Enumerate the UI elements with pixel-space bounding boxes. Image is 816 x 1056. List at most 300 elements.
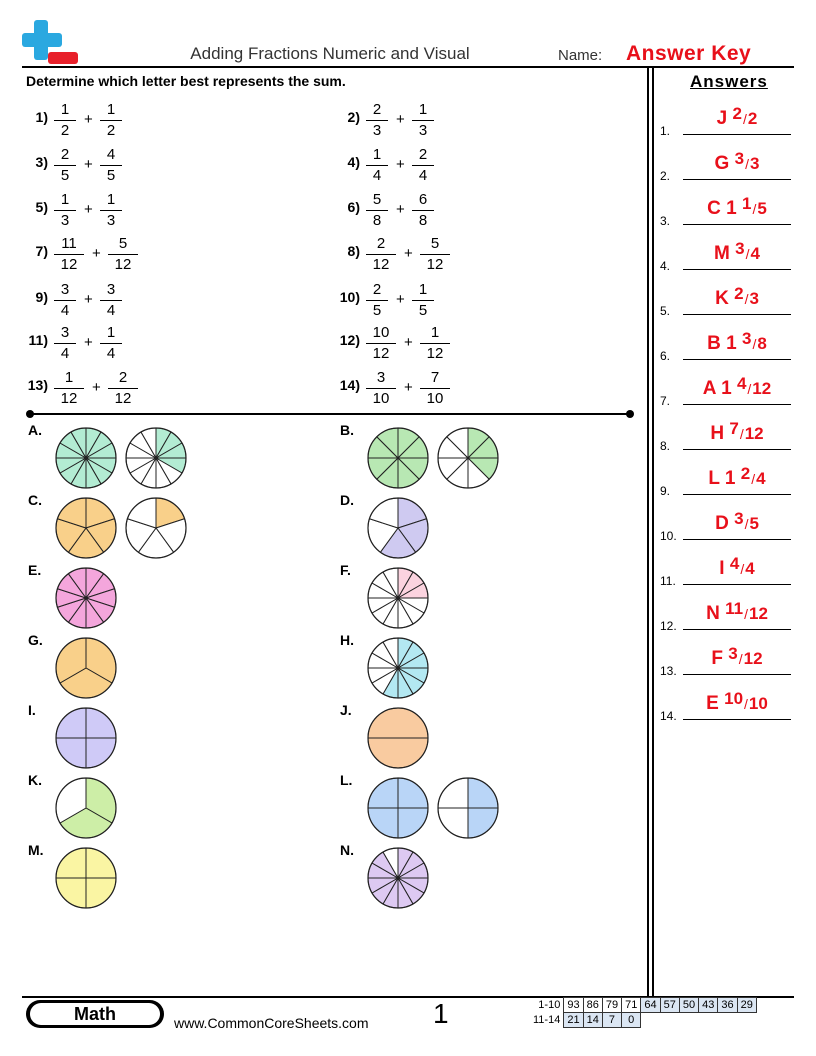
answer-number: 8. [660,439,671,453]
numerator: 2 [372,281,382,298]
answer-row [660,104,792,144]
problem-item [330,146,480,192]
answer-line [683,179,791,180]
fraction-circle [366,566,430,630]
answer-letter: D [715,513,729,534]
page-title: Adding Fractions Numeric and Visual [190,44,470,63]
option-label: B. [340,422,354,438]
answer-whole: 1 [721,378,732,399]
answer-letter: N [706,603,720,624]
answer-line [683,134,791,135]
fraction-slash: / [744,606,748,622]
answer-row [660,599,792,639]
numerator: 6 [418,191,428,208]
fraction [100,101,122,140]
score-row-label: 11-14 [533,1014,561,1026]
numerator: 2 [376,235,386,252]
fraction-slash: / [745,156,749,172]
numerator: 1 [106,101,116,118]
numerator: 1 [106,324,116,341]
denominator: 5 [372,302,382,319]
answer-line [683,224,791,225]
answer-number: 10. [660,529,677,543]
answer-number: 12. [660,619,677,633]
fraction-circle [366,846,430,910]
answer-number: 3. [660,214,671,228]
column-divider [647,66,649,996]
fraction-bar [100,120,122,121]
answer-value [683,239,791,265]
fraction [412,191,434,230]
fraction-bar [366,165,388,166]
answer-denominator: 5 [757,199,767,218]
fraction [54,369,84,408]
answer-line [683,539,791,540]
score-cell: 29 [737,998,756,1013]
score-cell: 43 [699,998,718,1013]
answer-denominator: 5 [749,514,759,533]
fraction-bar [100,300,122,301]
answer-row [660,509,792,549]
problem-item [330,369,480,415]
fraction [100,191,122,230]
problem-number: 11) [28,332,48,348]
pie-slice-filled [368,738,428,768]
problem-item [330,191,480,237]
fraction [366,191,388,230]
problem-number: 4) [347,154,360,170]
answer-letter: F [711,648,724,669]
instructions: Determine which letter best represents the sum. [26,73,346,89]
answer-line [683,494,791,495]
fraction-slash: / [744,516,749,532]
answer-letter: E [706,693,719,714]
fraction-circle [124,426,188,490]
fraction [366,324,396,363]
fraction-bar [366,254,396,255]
fraction-slash: / [752,336,757,352]
answer-denominator: 10 [748,694,768,713]
answer-row [660,464,792,504]
fraction-slash: / [744,291,749,307]
numerator: 3 [106,281,116,298]
score-row-label: 1-10 [538,999,561,1011]
fraction-bar [412,120,434,121]
problem-item [18,369,168,415]
denominator: 10 [372,390,390,407]
site-url: www.CommonCoreSheets.com [174,1015,369,1031]
answer-value [683,374,791,400]
answer-value [683,464,791,490]
problem-item [330,324,480,370]
fraction-slash: / [747,381,752,397]
section-divider [30,413,630,415]
answer-denominator: 4 [756,469,766,488]
subject-label: Math [30,1003,160,1025]
option-label: M. [28,842,44,858]
answer-numerator: 4 [736,374,747,393]
answer-line [683,314,791,315]
problem-number: 8) [347,243,360,259]
denominator: 5 [418,302,428,319]
option-label: H. [340,632,354,648]
answer-row [660,149,792,189]
denominator: 8 [372,212,382,229]
fraction-circle [366,426,430,490]
denominator: 2 [106,122,116,139]
plus-sign: + [84,111,93,128]
score-cell: 79 [602,998,621,1013]
score-cell: 0 [622,1013,641,1028]
denominator: 4 [106,345,116,362]
fraction [366,369,396,408]
fraction-circle [436,776,500,840]
problem-item [330,235,480,281]
denominator: 12 [60,256,78,273]
answer-number: 9. [660,484,671,498]
answer-line [683,449,791,450]
answer-letter: J [716,108,728,129]
denominator: 12 [114,256,132,273]
answer-denominator: 8 [757,334,767,353]
fraction-slash: / [751,471,756,487]
plus-sign: + [92,245,101,262]
score-cell: 7 [602,1013,621,1028]
answer-denominator: 4 [750,244,760,263]
answer-value [683,149,791,175]
fraction [366,101,388,140]
problem-item [18,146,168,192]
problem-number: 6) [347,199,360,215]
fraction-bar [54,254,84,255]
fraction-bar [108,254,138,255]
divider-dot [626,410,634,418]
answer-value [683,194,791,220]
numerator: 2 [372,101,382,118]
numerator: 2 [118,369,128,386]
denominator: 5 [106,167,116,184]
fraction-bar [54,120,76,121]
answer-number: 6. [660,349,671,363]
plus-sign: + [404,245,413,262]
fraction-bar [366,120,388,121]
answer-letter: I [719,558,725,579]
score-cell: 93 [564,998,583,1013]
answer-value [683,689,791,715]
plus-sign: + [92,379,101,396]
denominator: 8 [418,212,428,229]
numerator: 3 [376,369,386,386]
answer-value [683,419,791,445]
column-divider [652,66,654,996]
answer-value [683,284,791,310]
problem-item [18,191,168,237]
answer-numerator: 2 [740,464,751,483]
answer-numerator: 11 [725,599,744,618]
denominator: 3 [106,212,116,229]
answer-value [683,329,791,355]
fraction-slash: / [742,111,747,127]
numerator: 2 [418,146,428,163]
divider-dot [26,410,34,418]
numerator: 3 [60,324,70,341]
answer-letter: K [715,288,729,309]
answer-line [683,629,791,630]
fraction-circle [54,426,118,490]
answer-whole: 1 [726,333,737,354]
answer-row [660,239,792,279]
answers-heading: Answers [690,72,768,91]
fraction-circle [54,496,118,560]
plus-sign: + [404,334,413,351]
numerator: 10 [372,324,390,341]
problem-number: 5) [35,199,48,215]
fraction [54,146,76,185]
fraction [100,146,122,185]
numerator: 11 [61,235,77,252]
numerator: 1 [60,191,70,208]
answer-row [660,374,792,414]
fraction-bar [412,210,434,211]
answer-row [660,644,792,684]
answer-denominator: 12 [744,424,764,443]
answer-numerator: 3 [735,239,745,258]
numerator: 1 [106,191,116,208]
fraction-bar [412,300,434,301]
problem-item [18,324,168,370]
plus-sign: + [396,291,405,308]
fraction-bar [420,343,450,344]
problem-number: 7) [35,243,48,259]
score-cell: 14 [583,1013,602,1028]
numerator: 1 [418,101,428,118]
answer-value [683,644,791,670]
fraction-circle [366,776,430,840]
option-label: N. [340,842,354,858]
answer-number: 4. [660,259,671,273]
fraction-bar [420,254,450,255]
denominator: 3 [418,122,428,139]
plus-sign: + [84,201,93,218]
answer-letter: L [708,468,720,489]
pie-slice-filled [368,708,428,738]
fraction-circle [54,636,118,700]
fraction [366,281,388,320]
answer-whole: 1 [724,468,736,489]
answer-numerator: 2 [732,104,742,123]
fraction [100,281,122,320]
answer-letter: M [714,243,730,264]
fraction [100,324,122,363]
score-cell: 64 [641,998,660,1013]
answer-line [683,719,791,720]
answer-numerator: 3 [728,644,738,663]
answer-letter: A [702,378,716,399]
answer-line [683,359,791,360]
fraction-circle [366,496,430,560]
denominator: 4 [60,345,70,362]
answer-number: 1. [660,124,671,138]
score-table [530,997,757,1028]
fraction-circle [54,846,118,910]
answer-row [660,554,792,594]
numerator: 1 [60,101,70,118]
option-label: I. [28,702,36,718]
numerator: 1 [64,369,74,386]
fraction-bar [54,210,76,211]
problem-number: 3) [35,154,48,170]
fraction-slash: / [752,201,757,217]
answer-numerator: 1 [742,194,752,213]
fraction-bar [100,343,122,344]
answer-denominator: 4 [745,559,755,578]
plus-sign: + [396,201,405,218]
numerator: 3 [60,281,70,298]
fraction [420,324,450,363]
problem-item [330,281,480,327]
plus-sign: + [404,379,413,396]
fraction [54,101,76,140]
denominator: 4 [372,167,382,184]
numerator: 5 [118,235,128,252]
fraction [54,235,84,274]
fraction [54,281,76,320]
denominator: 4 [418,167,428,184]
plus-sign: + [84,291,93,308]
option-label: D. [340,492,354,508]
problem-number: 12) [339,332,360,348]
fraction-bar [54,165,76,166]
option-label: C. [28,492,42,508]
answer-value [683,104,791,130]
answer-letter: H [710,423,725,444]
answer-line [683,584,791,585]
numerator: 2 [60,146,70,163]
answer-denominator: 3 [749,289,759,308]
answer-numerator: 7 [729,419,739,438]
denominator: 12 [426,345,444,362]
fraction [420,369,450,408]
fraction-bar [108,388,138,389]
numerator: 1 [372,146,382,163]
fraction-bar [366,343,396,344]
fraction-circle [54,776,118,840]
answer-row [660,689,792,729]
numerator: 7 [430,369,440,386]
answer-denominator: 2 [747,109,758,128]
problem-number: 13) [27,377,48,393]
problem-item [18,281,168,327]
option-label: L. [340,772,353,788]
answer-number: 5. [660,304,671,318]
fraction [54,324,76,363]
numerator: 5 [430,235,440,252]
problem-item [18,235,168,281]
answer-row [660,419,792,459]
score-cell: 50 [679,998,698,1013]
fraction-circle [436,426,500,490]
answer-number: 2. [660,169,671,183]
problem-item [18,101,168,147]
numerator: 1 [430,324,440,341]
problem-number: 14) [339,377,360,393]
problem-number: 10) [339,289,360,305]
fraction-slash: / [738,651,743,667]
answer-key-label: Answer Key [626,42,752,65]
answer-letter: G [714,153,730,174]
fraction-bar [54,343,76,344]
fraction-bar [366,210,388,211]
numerator: 1 [418,281,428,298]
answer-value [683,554,791,580]
answer-row [660,194,792,234]
answer-numerator: 4 [729,554,740,573]
fraction [420,235,450,274]
answer-denominator: 12 [752,379,772,398]
denominator: 10 [426,390,444,407]
plus-sign: + [84,334,93,351]
fraction-circle [366,706,430,770]
denominator: 12 [114,390,132,407]
problem-item [330,101,480,147]
answer-numerator: 2 [734,284,744,303]
denominator: 12 [60,390,78,407]
name-label: Name: [558,47,603,64]
answer-line [683,674,791,675]
fraction-bar [100,165,122,166]
answer-number: 11. [660,574,676,588]
denominator: 12 [426,256,444,273]
fraction [412,101,434,140]
numerator: 4 [106,146,116,163]
fraction-slash: / [740,561,745,577]
fraction-slash: / [745,246,750,262]
plus-sign: + [84,156,93,173]
plus-sign: + [396,156,405,173]
answer-numerator: 3 [734,149,745,168]
option-label: F. [340,562,351,578]
header-rule [22,66,794,68]
denominator: 2 [60,122,70,139]
denominator: 4 [106,302,116,319]
denominator: 4 [60,302,70,319]
answer-number: 13. [660,664,677,678]
fraction [108,369,138,408]
answer-row [660,329,792,369]
answer-letter: B [707,333,721,354]
score-cell: 71 [622,998,641,1013]
denominator: 12 [372,345,390,362]
denominator: 5 [60,167,70,184]
score-cell: 21 [564,1013,583,1028]
answer-value [683,599,791,625]
fraction-circle [124,496,188,560]
fraction-bar [54,388,84,389]
answer-number: 14. [660,709,677,723]
answer-numerator: 10 [724,689,744,708]
score-cell: 57 [660,998,679,1013]
answer-numerator: 3 [734,509,744,528]
option-label: G. [28,632,43,648]
denominator: 3 [60,212,70,229]
answer-denominator: 12 [748,604,768,623]
fraction-slash: / [744,696,748,712]
fraction-slash: / [739,426,744,442]
score-cell: 36 [718,998,737,1013]
page-number: 1 [433,998,449,1029]
fraction [412,146,434,185]
fraction-bar [366,388,396,389]
